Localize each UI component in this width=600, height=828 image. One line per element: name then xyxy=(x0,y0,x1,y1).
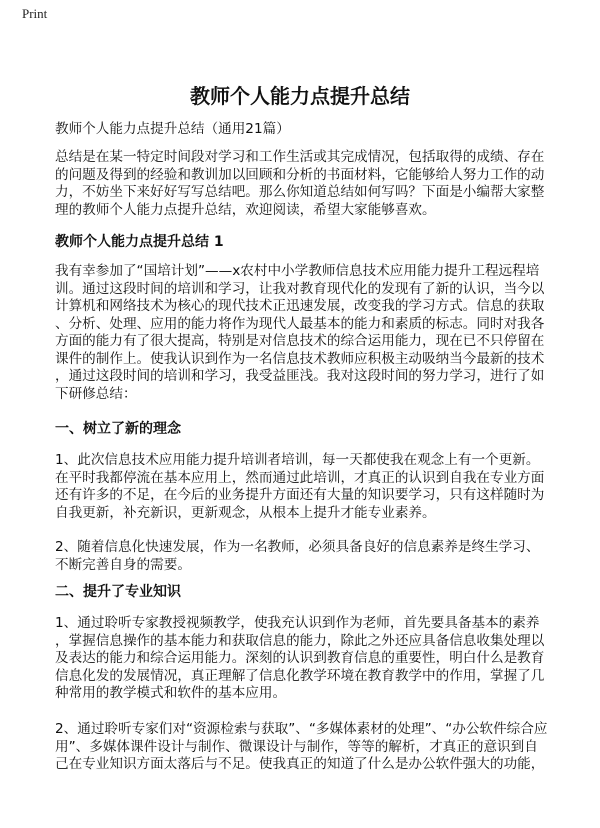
line: 己在专业知识方面太落后与不足。使我真正的知道了什么是办公软件强大的功能， xyxy=(55,756,545,772)
section-heading: 教师个人能力点提升总结 1 xyxy=(55,234,224,250)
paragraph xyxy=(55,452,555,522)
line: 的问题及得到的经验和教训加以回顾和分析的书面材料，它能够给人努力工作的动 xyxy=(55,166,545,183)
line: 自我更新，补充新识，更新观念，从根本上提升才能专业素养。 xyxy=(55,504,436,521)
line: 计算机和网络技术为核心的现代技术正迅速发展，改变我的学习方式。信息的获取 xyxy=(55,298,545,314)
intro-paragraph xyxy=(55,149,555,219)
line: 1、通过聆听专家教授视频教学，使我充认识到作为老师，首先要具备基本的素养 xyxy=(55,615,540,631)
line: 、分析、处理、应用的能力将作为现代人最基本的能力和素质的标志。同时对我各 xyxy=(55,315,545,332)
print-link[interactable]: Print xyxy=(22,6,48,21)
line: 理的教师个人能力点提升总结，欢迎阅读，希望大家能够喜欢。 xyxy=(55,201,436,218)
page-title: 教师个人能力点提升总结 xyxy=(190,84,410,108)
line: 课件的制作上。使我认识到作为一名信息技术教师应积极主动吸纳当今最新的技术 xyxy=(55,350,545,367)
line: 2、随着信息化快速发展，作为一名教师，必须具备良好的信息素养是终生学习、 xyxy=(55,539,540,555)
line: 及表达的能力和综合运用能力。深刻的认识到教育信息的重要性，明白什么是教育 xyxy=(55,650,545,666)
line: 信息化发的发展情况，真正理解了信息化教学环境在教育教学中的作用，掌握了几 xyxy=(55,667,545,684)
paragraph xyxy=(55,615,555,703)
line: 不断完善自身的需要。 xyxy=(55,556,191,573)
line: 还有许多的不足，在今后的业务提升方面还有大量的知识要学习，只有这样随时为 xyxy=(55,487,545,503)
line: 下研修总结： xyxy=(55,385,137,402)
paragraph xyxy=(55,539,555,574)
subtitle: 教师个人能力点提升总结（通用21篇） xyxy=(55,121,290,137)
line: 2、通过聆听专家们对“资源检索与获取”、“多媒体素材的处理”、“办公软件综合应 xyxy=(55,721,548,737)
subsection-heading: 一、树立了新的理念 xyxy=(55,421,181,437)
line: 总结是在某一特定时间段对学习和工作生活或其完成情况，包括取得的成绩、存在 xyxy=(55,149,545,165)
line: ，掌握信息操作的基本能力和获取信息的能力，除此之外还应具备信息收集处理以 xyxy=(55,632,545,649)
line: 训。通过这段时间的培训和学习，让我对教育现代化的发现有了新的认识，当今以 xyxy=(55,280,545,297)
line: 在平时我都停流在基本应用上，然而通过此培训，才真正的认识到自我在专业方面 xyxy=(55,469,545,486)
line: 1、此次信息技术应用能力提升培训者培训，每一天都使我在观念上有一个更新。 xyxy=(55,452,540,468)
paragraph xyxy=(55,721,555,774)
line: 种常用的教学模式和软件的基本应用。 xyxy=(55,685,287,701)
line: 力，不妨坐下来好好写写总结吧。那么你知道总结如何写吗？下面是小编帮大家整 xyxy=(55,184,545,200)
subsection-heading: 二、提升了专业知识 xyxy=(55,584,181,600)
paragraph xyxy=(55,263,555,403)
line: 用”、多媒体课件设计与制作、微课设计与制作，等等的解析，才真正的意识到自 xyxy=(55,738,538,755)
line: 我有幸参加了“国培计划”——x农村中小学教师信息技术应用能力提升工程远程培 xyxy=(55,263,540,279)
line: ，通过这段时间的培训和学习，我受益匪浅。我对这段时间的努力学习，进行了如 xyxy=(55,368,545,384)
line: 方面的能力有了很大提高，特别是对信息技术的综合运用能力，现在已不只停留在 xyxy=(55,333,545,349)
